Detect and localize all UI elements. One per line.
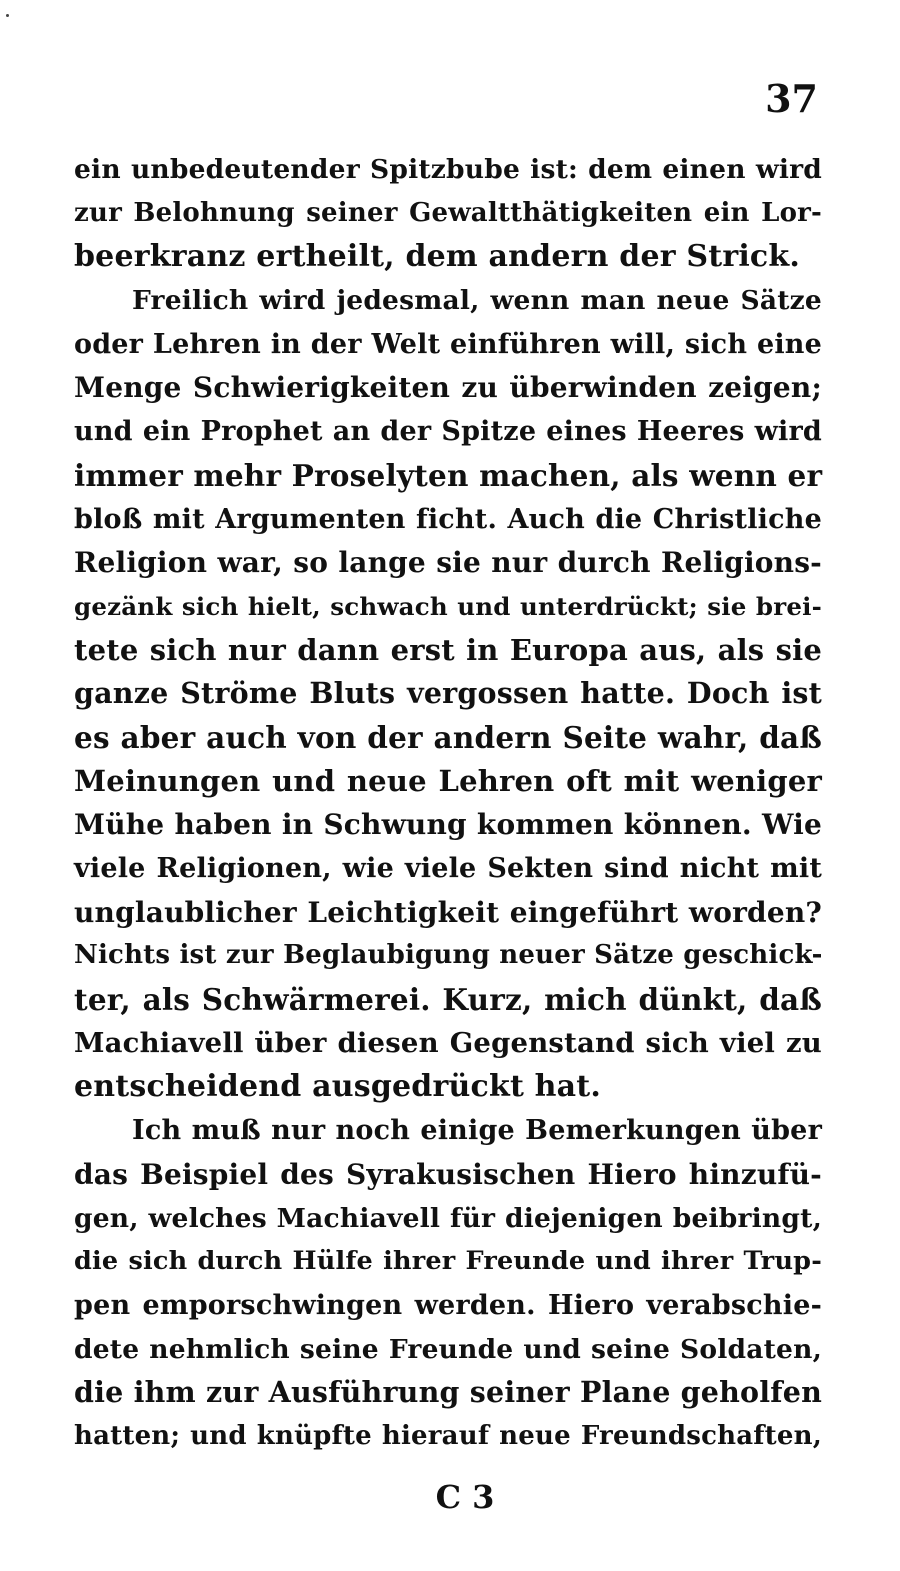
text-line: beerkranz ertheilt, dem andern der Strick. — [74, 239, 801, 275]
text-line: immer mehr Proselyten machen, als wenn er — [74, 457, 823, 493]
text-line: zur Belohnung seiner Gewaltthätigkeiten ein Lor- — [74, 197, 822, 228]
text-line: ter, als Schwärmerei. Kurz, mich dünkt, daß — [74, 982, 822, 1018]
text-line: pen emporschwingen werden. Hiero verabschie- — [74, 1289, 822, 1321]
paragraph-start-line: Freilich wird jedesmal, wenn man neue Sätze — [132, 285, 822, 317]
text-line: hatten; und knüpfte hierauf neue Freundschaften, — [74, 1420, 822, 1451]
text-line: oder Lehren in der Welt einführen will, sich eine — [74, 328, 822, 360]
text-line: die ihm zur Ausführung seiner Plane geholfen — [74, 1375, 822, 1410]
printer-signature-mark: C 3 — [435, 1478, 495, 1516]
text-line: tete sich nur dann erst in Europa aus, als sie — [74, 632, 822, 667]
text-line: unglaublicher Leichtigkeit eingeführt worden? — [74, 895, 822, 929]
text-line: Menge Schwierigkeiten zu überwinden zeigen; — [74, 371, 822, 405]
text-line: das Beispiel des Syrakusischen Hiero hinzufü- — [74, 1157, 822, 1191]
stray-ink-mark — [6, 14, 9, 17]
text-line: dete nehmlich seine Freunde und seine Soldaten, — [74, 1333, 822, 1365]
body-text — [74, 148, 822, 1459]
text-line: gezänk sich hielt, schwach und unterdrückt; sie brei- — [74, 591, 822, 621]
text-line: bloß mit Argumenten ficht. Auch die Christliche — [74, 503, 822, 535]
text-line: die sich durch Hülfe ihrer Freunde und ihrer Trup- — [74, 1246, 822, 1277]
text-line: entscheidend ausgedrückt hat. — [74, 1069, 602, 1105]
paragraph-start-line: Ich muß nur noch einige Bemerkungen über — [132, 1115, 822, 1147]
text-line: gen, welches Machiavell für diejenigen beibringt, — [74, 1202, 822, 1234]
text-line: Mühe haben in Schwung kommen können. Wie — [74, 808, 822, 842]
text-line: Religion war, so lange sie nur durch Religions- — [74, 546, 822, 580]
text-line: Nichts ist zur Beglaubigung neuer Sätze geschick- — [74, 940, 823, 971]
text-line: ganze Ströme Bluts vergossen hatte. Doch ist — [74, 676, 822, 711]
page-number: 37 — [765, 76, 818, 121]
text-line: Meinungen und neue Lehren oft mit weniger — [74, 763, 822, 798]
text-line: viele Religionen, wie viele Sekten sind nicht mit — [74, 853, 822, 884]
text-line: es aber auch von der andern Seite wahr, daß — [74, 719, 822, 755]
text-line: Machiavell über diesen Gegenstand sich viel zu — [74, 1026, 822, 1059]
text-line: ein unbedeutender Spitzbube ist: dem einen wird — [74, 154, 822, 185]
text-line: und ein Prophet an der Spitze eines Heeres wird — [74, 416, 822, 448]
